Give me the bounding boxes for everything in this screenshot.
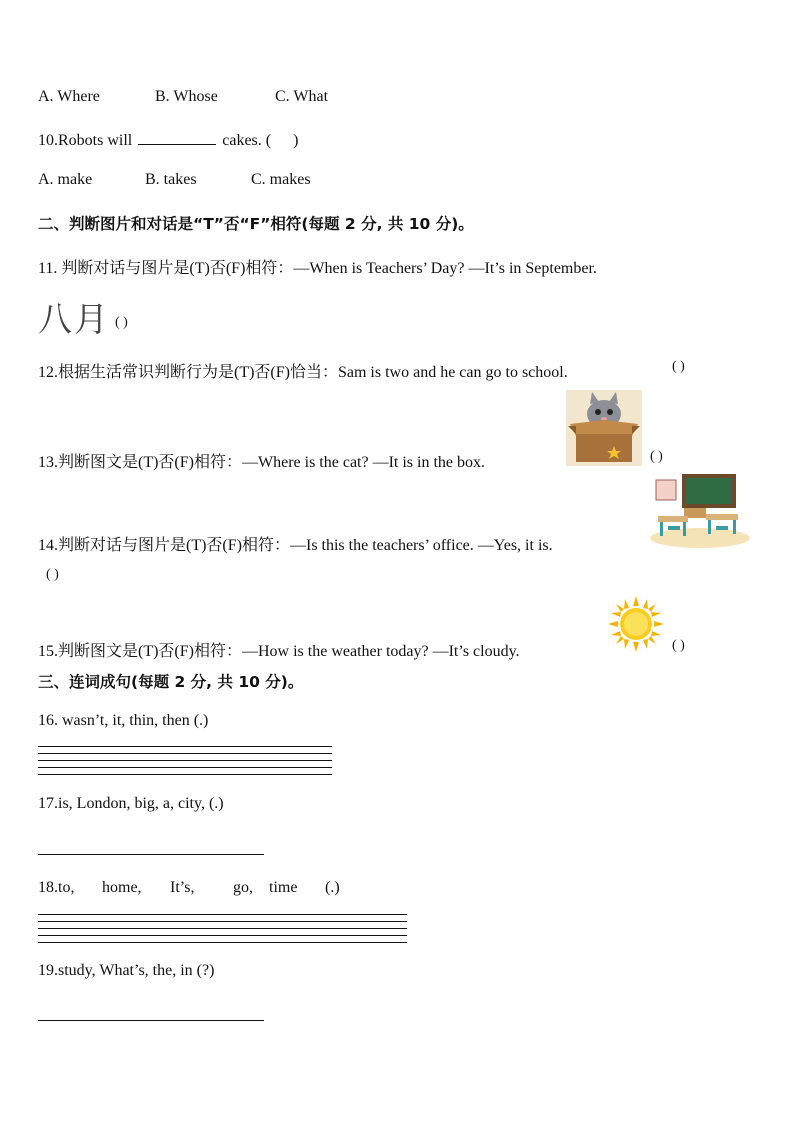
section3-title: 三、连词成句(每题 2 分, 共 10 分)。 [38,673,304,691]
q12-answer[interactable]: ( ) [672,359,685,374]
q10-option-a: A. make [38,171,93,188]
q11-text: 11. 判断对话与图片是(T)否(F)相符：—When is Teachers’ Day? —It’s in September. [38,260,597,277]
q10-option-c: C. makes [251,171,311,188]
q10-suffix: cakes. ( [222,132,272,149]
sun-icon [608,596,664,652]
q15-text: 15.判断图文是(T)否(F)相符：—How is the weather today? —It’s cloudy. [38,643,520,660]
q18-words [38,879,340,897]
q9-option-a: A. Where [38,88,100,105]
q14-text: 14.判断对话与图片是(T)否(F)相符：—Is this the teachers’ office. —Yes, it is. [38,537,553,554]
q15-answer[interactable]: ( ) [672,638,685,653]
q18-word-5: time [269,879,298,896]
q17-text: 17.is, London, big, a, city, (.) [38,795,224,812]
q18-word-6: (.) [325,879,340,896]
q19-answer-line[interactable] [38,1020,264,1021]
q18-word-4: go, [233,879,253,896]
q19-text: 19.study, What’s, the, in (?) [38,962,215,979]
q10-blank[interactable] [138,130,216,145]
q18-answer-lines[interactable] [38,914,407,943]
q14-answer[interactable]: ( ) [46,567,59,582]
q9-option-c: C. What [275,88,329,105]
section2-title: 二、判断图片和对话是“T”否“F”相符(每题 2 分, 共 10 分)。 [38,215,474,233]
q9-option-b: B. Whose [155,88,218,105]
classroom-icon [650,472,750,548]
q13-text: 13.判断图文是(T)否(F)相符：—Where is the cat? —It is in the box. [38,454,486,471]
q9-options [38,88,328,106]
q16-answer-lines[interactable] [38,746,332,775]
q18-word-2: home, [102,879,142,896]
august-image-text: 八月 [38,300,110,340]
q17-answer-line[interactable] [38,854,264,855]
q10-close: ) [293,132,299,149]
q10-question [38,130,298,150]
q10-options [38,171,311,189]
q18-word-1: 18.to, [38,879,75,896]
q12-text: 12.根据生活常识判断行为是(T)否(F)恰当：Sam is two and he can go to school. [38,364,568,381]
q10-prefix: 10.Robots will [38,132,133,149]
q13-answer[interactable]: ( ) [650,449,663,464]
cat-in-box-icon [566,390,642,466]
q11-answer[interactable]: ( ) [115,315,128,330]
q16-text: 16. wasn’t, it, thin, then (.) [38,712,209,729]
q18-word-3: It’s, [170,879,195,896]
q10-option-b: B. takes [145,171,197,188]
